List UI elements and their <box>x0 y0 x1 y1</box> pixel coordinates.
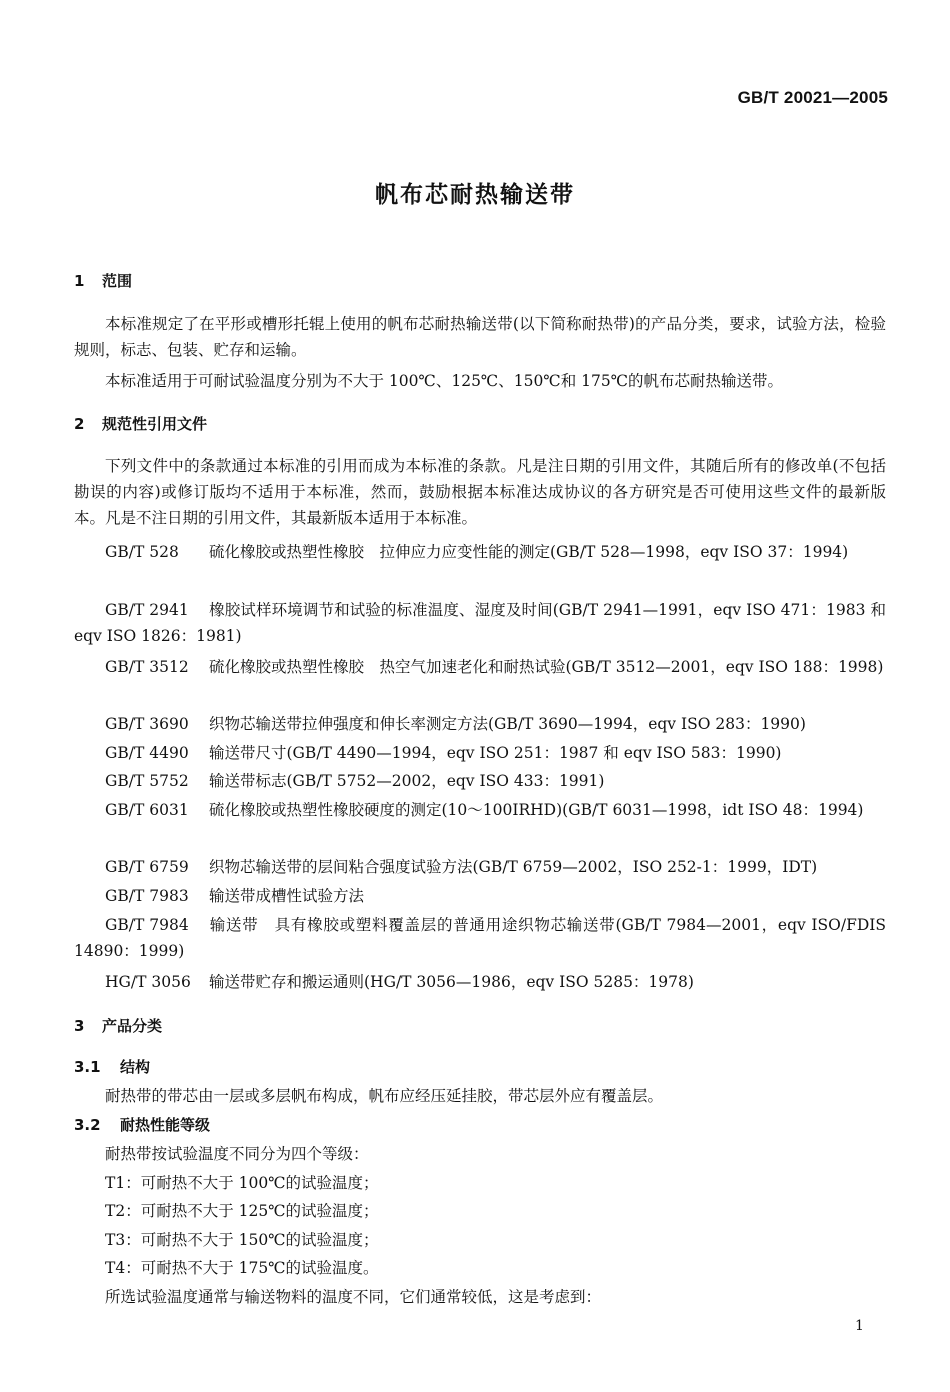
grade-t2: T2：可耐热不大于 125℃的试验温度； <box>105 1202 379 1220</box>
reference-item <box>74 854 886 880</box>
reference-item <box>74 539 886 565</box>
reference-item <box>74 768 886 794</box>
reference-code: GB/T 5752 <box>105 772 189 790</box>
page-number: 1 <box>855 1318 864 1334</box>
reference-code: GB/T 3690 <box>105 715 189 733</box>
document-title: 帆布芯耐热输送带 <box>375 182 575 208</box>
reference-text: 硫化橡胶或热塑性橡胶 热空气加速老化和耐热试验(GB/T 3512—2001，eqv ISO 188：1998) <box>209 658 884 676</box>
reference-text: 输送带成槽性试验方法 <box>209 887 365 905</box>
reference-text: 输送带尺寸(GB/T 4490—1994，eqv ISO 251：1987 和 eqv ISO 583：1990) <box>209 744 782 762</box>
section-number: 3 <box>74 1017 85 1035</box>
reference-item <box>74 883 886 909</box>
reference-item <box>74 597 886 649</box>
section-1-paragraph-2: 本标准适用于可耐试验温度分别为不大于 100℃、125℃、150℃和 175℃的帆布芯耐热输送带。 <box>105 372 784 390</box>
subsection-number: 3.2 <box>74 1116 101 1134</box>
section-number: 2 <box>74 415 85 433</box>
grade-t1: T1：可耐热不大于 100℃的试验温度； <box>105 1174 379 1192</box>
reference-item <box>74 912 886 964</box>
section-2-intro: 下列文件中的条款通过本标准的引用而成为本标准的条款。凡是注日期的引用文件，其随后所有的修改单(不包括勘误的内容)或修订版均不适用于本标准，然而，鼓励根据本标准达成协议的各方研究是否可使用这些文件的最新版本。凡是不注日期的引用文件，其最新版本适用于本标准。 <box>74 457 886 527</box>
section-title: 规范性引用文件 <box>102 415 208 433</box>
subsection-3-1-heading <box>74 1056 150 1077</box>
reference-text: 硫化橡胶或热塑性橡胶 拉伸应力应变性能的测定(GB/T 528—1998，eqv ISO 37：1994) <box>209 543 849 561</box>
reference-item <box>74 654 886 680</box>
reference-code: HG/T 3056 <box>105 973 191 991</box>
section-1-paragraph-1: 本标准规定了在平形或槽形托辊上使用的帆布芯耐热输送带(以下简称耐热带)的产品分类，要求，试验方法，检验规则，标志、包装、贮存和运输。 <box>74 315 886 359</box>
reference-text: 织物芯输送带的层间粘合强度试验方法(GB/T 6759—2002，ISO 252-1：1999，IDT) <box>209 858 818 876</box>
section-title: 范围 <box>102 272 133 290</box>
reference-item <box>74 711 886 737</box>
reference-code: GB/T 6759 <box>105 858 189 876</box>
section-1-heading <box>74 270 132 291</box>
reference-text: 织物芯输送带拉伸强度和伸长率测定方法(GB/T 3690—1994，eqv ISO 283：1990) <box>209 715 806 733</box>
reference-text: 输送带标志(GB/T 5752—2002，eqv ISO 433：1991) <box>209 772 605 790</box>
subsection-title: 结构 <box>120 1058 151 1076</box>
subsection-3-2-heading <box>74 1114 210 1135</box>
section-number: 1 <box>74 272 85 290</box>
reference-code: GB/T 2941 <box>105 601 189 619</box>
reference-text: 硫化橡胶或热塑性橡胶硬度的测定(10～100IRHD)(GB/T 6031—1998，idt ISO 48：1994) <box>209 801 864 819</box>
reference-code: GB/T 3512 <box>105 658 189 676</box>
reference-code: GB/T 528 <box>105 543 179 561</box>
subsection-number: 3.1 <box>74 1058 101 1076</box>
reference-code: GB/T 7984 <box>105 916 189 934</box>
subsection-3-1-text: 耐热带的带芯由一层或多层帆布构成，帆布应经压延挂胶，带芯层外应有覆盖层。 <box>105 1087 664 1105</box>
grade-intro: 耐热带按试验温度不同分为四个等级： <box>105 1145 369 1163</box>
reference-item <box>74 740 886 766</box>
subsection-title: 耐热性能等级 <box>120 1116 211 1134</box>
section-2-heading <box>74 413 207 434</box>
section-title: 产品分类 <box>102 1017 163 1035</box>
grade-t4: T4：可耐热不大于 175℃的试验温度。 <box>105 1259 379 1277</box>
section-3-heading <box>74 1015 162 1036</box>
reference-item <box>74 969 886 995</box>
reference-text: 输送带贮存和搬运通则(HG/T 3056—1986，eqv ISO 5285：1978) <box>209 973 694 991</box>
reference-code: GB/T 4490 <box>105 744 189 762</box>
reference-text: 输送带 具有橡胶或塑料覆盖层的普通用途织物芯输送带(GB/T 7984—2001，eqv ISO/FDIS 14890：1999) <box>74 916 886 960</box>
reference-item <box>74 797 886 823</box>
grade-t3: T3：可耐热不大于 150℃的试验温度； <box>105 1231 379 1249</box>
reference-code: GB/T 6031 <box>105 801 189 819</box>
standard-code: GB/T 20021—2005 <box>737 88 888 107</box>
reference-code: GB/T 7983 <box>105 887 189 905</box>
grade-note: 所选试验温度通常与输送物料的温度不同，它们通常较低，这是考虑到： <box>105 1288 602 1306</box>
reference-text: 橡胶试样环境调节和试验的标准温度、湿度及时间(GB/T 2941—1991，eqv ISO 471：1983 和 eqv ISO 1826：1981) <box>74 601 886 645</box>
